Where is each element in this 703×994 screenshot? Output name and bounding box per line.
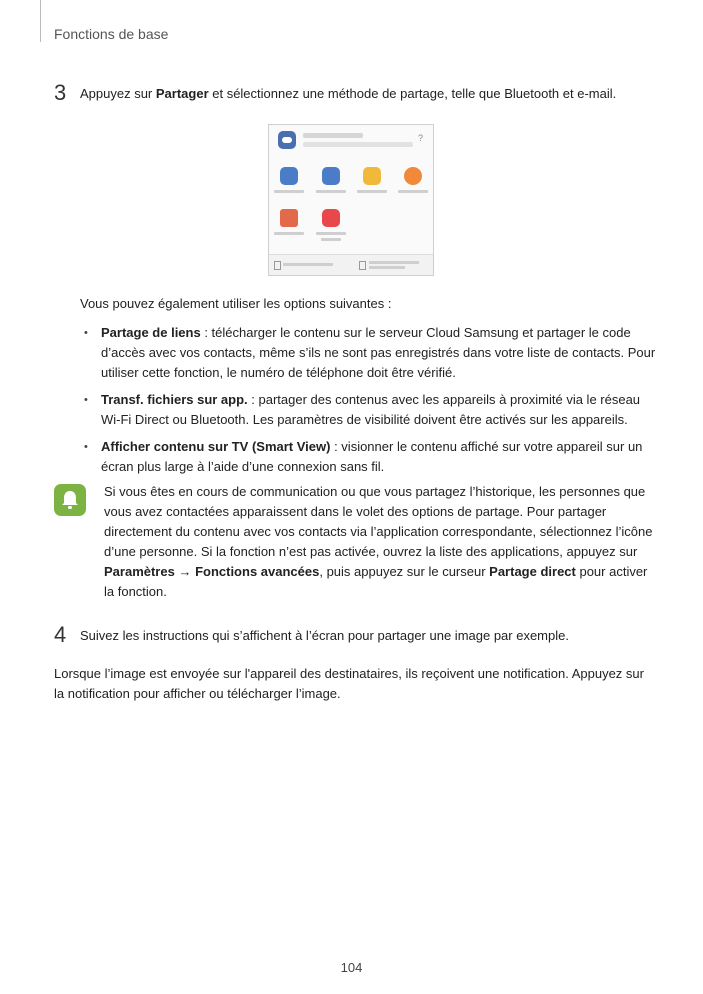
note-t2: , puis appuyez sur le curseur (319, 564, 490, 579)
note-settings: Paramètres (104, 564, 175, 579)
option-text: : partager des contenus avec les appareils à proximité via le réseau Wi-Fi Direct ou Bluetooth. Les paramètres de visibilité doivent être activés sur les appareils. (101, 392, 641, 427)
link-share-icon (274, 261, 281, 270)
help-icon: ? (417, 133, 423, 143)
bluetooth-label (274, 190, 304, 193)
option-item (80, 437, 660, 477)
option-text: : visionner le contenu affiché sur votre appareil sur un écran plus large à l’aide d’une connexion sans fil. (101, 439, 643, 474)
option-title: Afficher contenu sur TV (Smart View) (101, 439, 331, 454)
note-advanced-features: Fonctions avancées (195, 564, 320, 579)
page-number: 104 (340, 960, 363, 975)
share-screenshot (268, 124, 434, 276)
header-rule (40, 0, 41, 42)
messages-label (357, 190, 387, 193)
cloud-icon (278, 131, 296, 149)
smart-view-label-2 (369, 266, 405, 269)
option-text: : télécharger le contenu sur le serveur Cloud Samsung et partager le code d’accès avec vos contacts, même s’ils ne sont pas enregistrés dans votre liste de contacts. Pour utiliser cette fonction, le numéro de téléphone doit être vérifié. (101, 325, 656, 380)
wifi-direct-icon (322, 167, 340, 185)
step-3-bold: Partager (155, 86, 209, 101)
email-label (274, 232, 304, 235)
option-title: Partage de liens (101, 325, 201, 340)
final-paragraph: Lorsque l’image est envoyée sur l'appareil des destinataires, ils reçoivent une notification. Appuyez sur la notification pour afficher ou télécharger l’image. (54, 666, 644, 701)
options-list (80, 323, 660, 484)
bullet: • (84, 394, 88, 406)
step-3-text (80, 86, 616, 101)
email-icon (280, 209, 298, 227)
bullet: • (84, 441, 88, 453)
note-t1: Si vous êtes en cours de communication ou que vous partagez l’historique, les personnes que vous avez contactées apparaissent dans le volet des options de partage. Pour partager directement du contenu avec vos contacts via l’application correspondante, sélectionnez l’icône d’une personne. Si la fonction n’est pas activée, ouvrez la liste des applications, appuyez sur (104, 484, 653, 559)
blurred-title (303, 133, 363, 138)
section-title: Fonctions de base (54, 26, 169, 42)
wifi-direct-label (316, 190, 346, 193)
samsung-notes-label (316, 232, 346, 235)
samsung-notes-icon (322, 209, 340, 227)
note-text (104, 482, 656, 602)
bullet: • (84, 327, 88, 339)
note-bell-icon (54, 484, 86, 516)
options-intro: Vous pouvez également utiliser les options suivantes : (80, 296, 392, 311)
option-title: Transf. fichiers sur app. (101, 392, 248, 407)
note-t3: pour activer la fonction. (104, 564, 648, 599)
smart-view-label (369, 261, 419, 264)
contacts-icon (404, 167, 422, 185)
samsung-notes-label-2 (321, 238, 341, 241)
bluetooth-icon (280, 167, 298, 185)
option-item (80, 323, 660, 383)
contacts-label (398, 190, 428, 193)
step-4-number: 4 (54, 622, 67, 647)
share-bottom-bar (269, 254, 433, 275)
option-item (80, 390, 660, 430)
note-arrow: → (174, 564, 196, 579)
step-3-post: et sélectionnez une méthode de partage, telle que Bluetooth et e-mail. (208, 86, 617, 101)
blurred-subtitle (303, 142, 413, 147)
smart-view-icon (359, 261, 366, 270)
step-4-text: Suivez les instructions qui s’affichent à l’écran pour partager une image par exemple. (80, 628, 569, 643)
step-3-number: 3 (54, 80, 67, 105)
messages-icon (363, 167, 381, 185)
link-share-label (283, 263, 333, 266)
note-direct-share: Partage direct (489, 564, 576, 579)
step-3-pre: Appuyez sur (80, 86, 156, 101)
